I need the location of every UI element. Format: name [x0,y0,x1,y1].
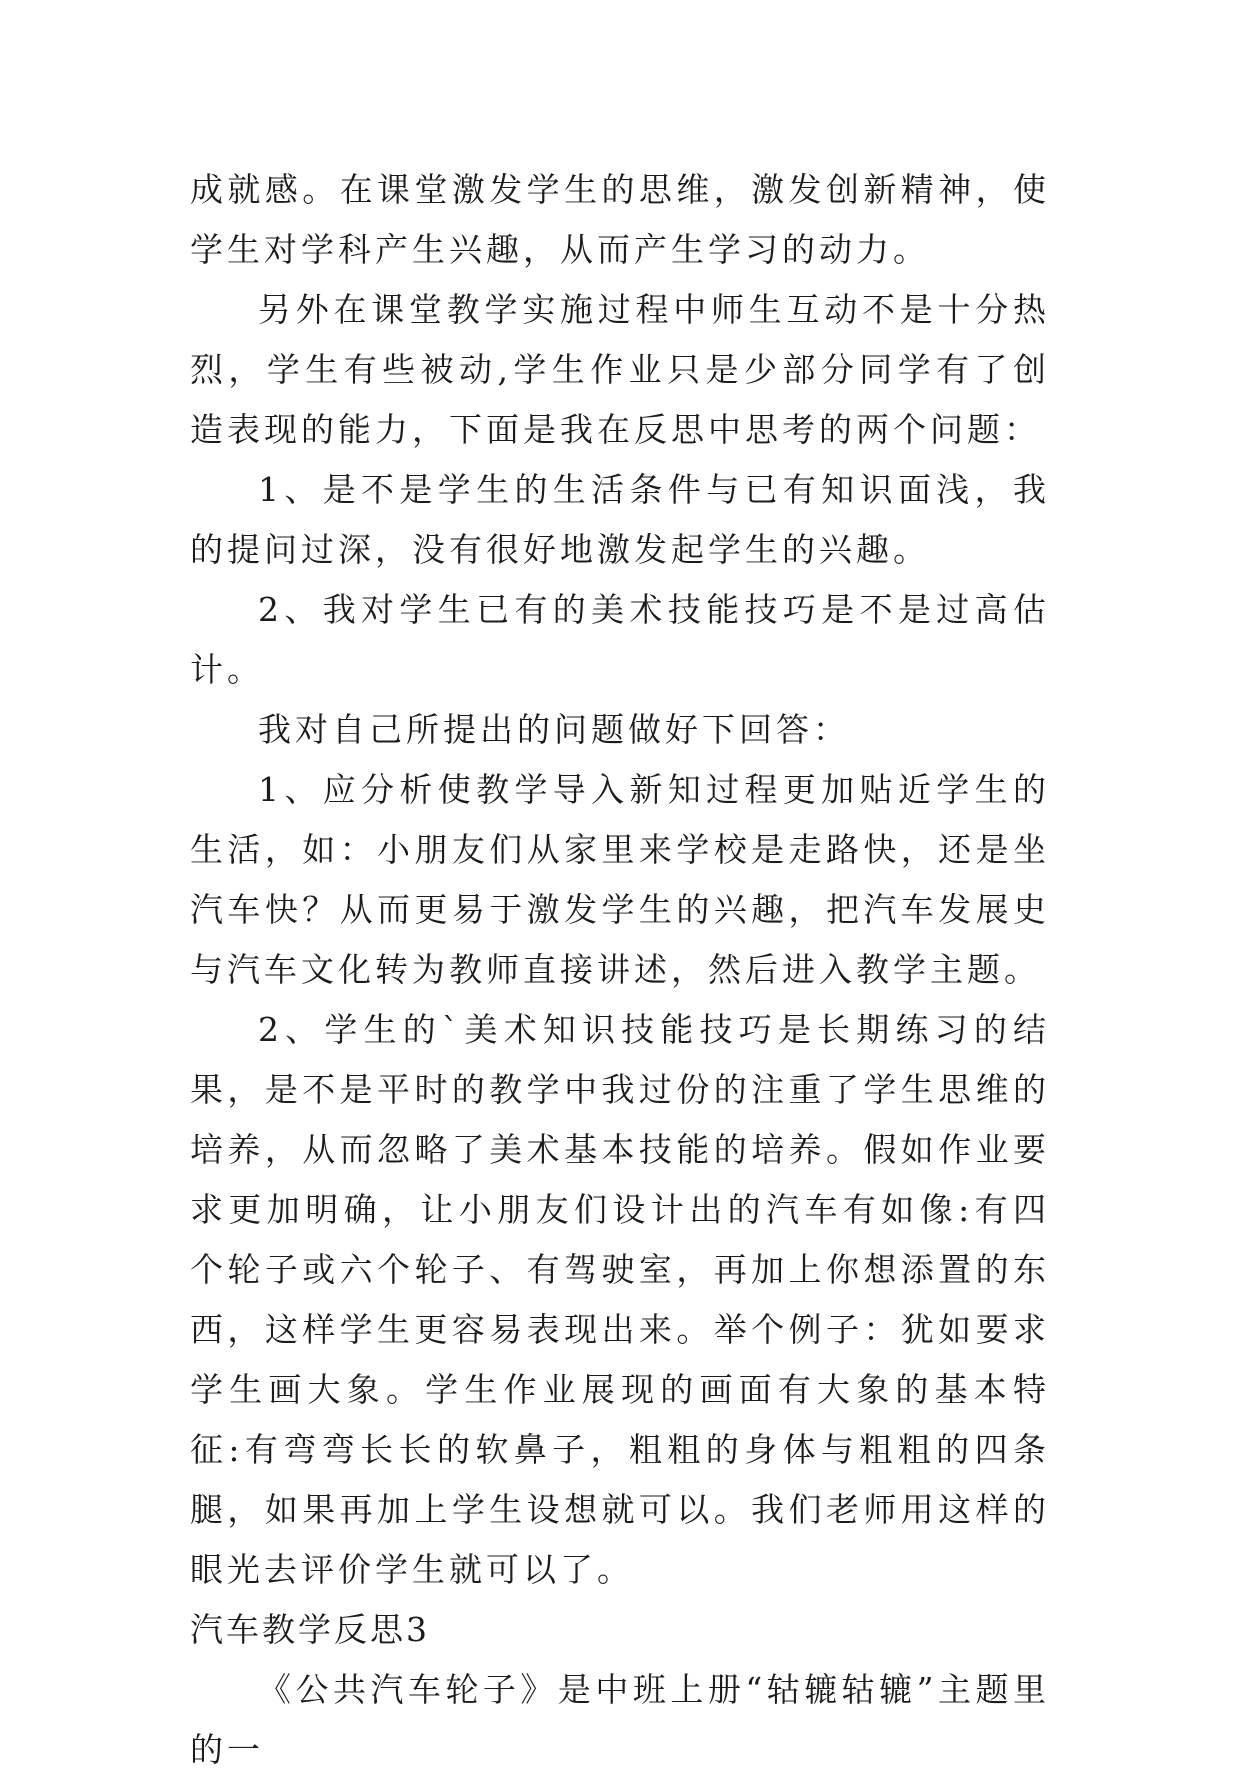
paragraph-answer-intro: 我对自己所提出的问题做好下回答： [258,710,850,749]
paragraph-question-1: 1、是不是学生的生活条件与已有知识面浅，我的提问过深，没有很好地激发起学生的兴趣。 [190,470,1050,569]
document-body [190,160,1050,1780]
paragraph-question-2: 2、我对学生已有的美术技能技巧是不是过高估计。 [190,590,1050,689]
section-title: 汽车教学反思3 [190,1610,430,1649]
paragraph-answer-1: 1、应分析使教学导入新知过程更加贴近学生的生活，如：小朋友们从家里来学校是走路快，还是坐汽车快？从而更易于激发学生的兴趣，把汽车发展史与汽车文化转为教师直接讲述，然后进入教学主题。 [190,770,1050,989]
paragraph-answer-2: 2、学生的`美术知识技能技巧是长期练习的结果，是不是平时的教学中我过份的注重了学生思维的培养，从而忽略了美术基本技能的培养。假如作业要求更加明确，让小朋友们设计出的汽车有如像:有四个轮子或六个轮子、有驾驶室，再加上你想添置的东西，这样学生更容易表现出来。举个例子：犹如要求学生画大象。学生作业展现的画面有大象的基本特征:有弯弯长长的软鼻子，粗粗的身体与粗粗的四条腿，如果再加上学生设想就可以。我们老师用这样的眼光去评价学生就可以了。 [190,1010,1050,1589]
paragraph-section-3-start: 《公共汽车轮子》是中班上册“轱辘轱辘”主题里的一 [190,1670,1050,1769]
paragraph-interaction-reflection: 另外在课堂教学实施过程中师生互动不是十分热烈，学生有些被动,学生作业只是少部分同学有了创造表现的能力，下面是我在反思中思考的两个问题： [190,290,1050,449]
paragraph-continued: 成就感。在课堂激发学生的思维，激发创新精神，使学生对学科产生兴趣，从而产生学习的动力。 [190,170,1050,269]
